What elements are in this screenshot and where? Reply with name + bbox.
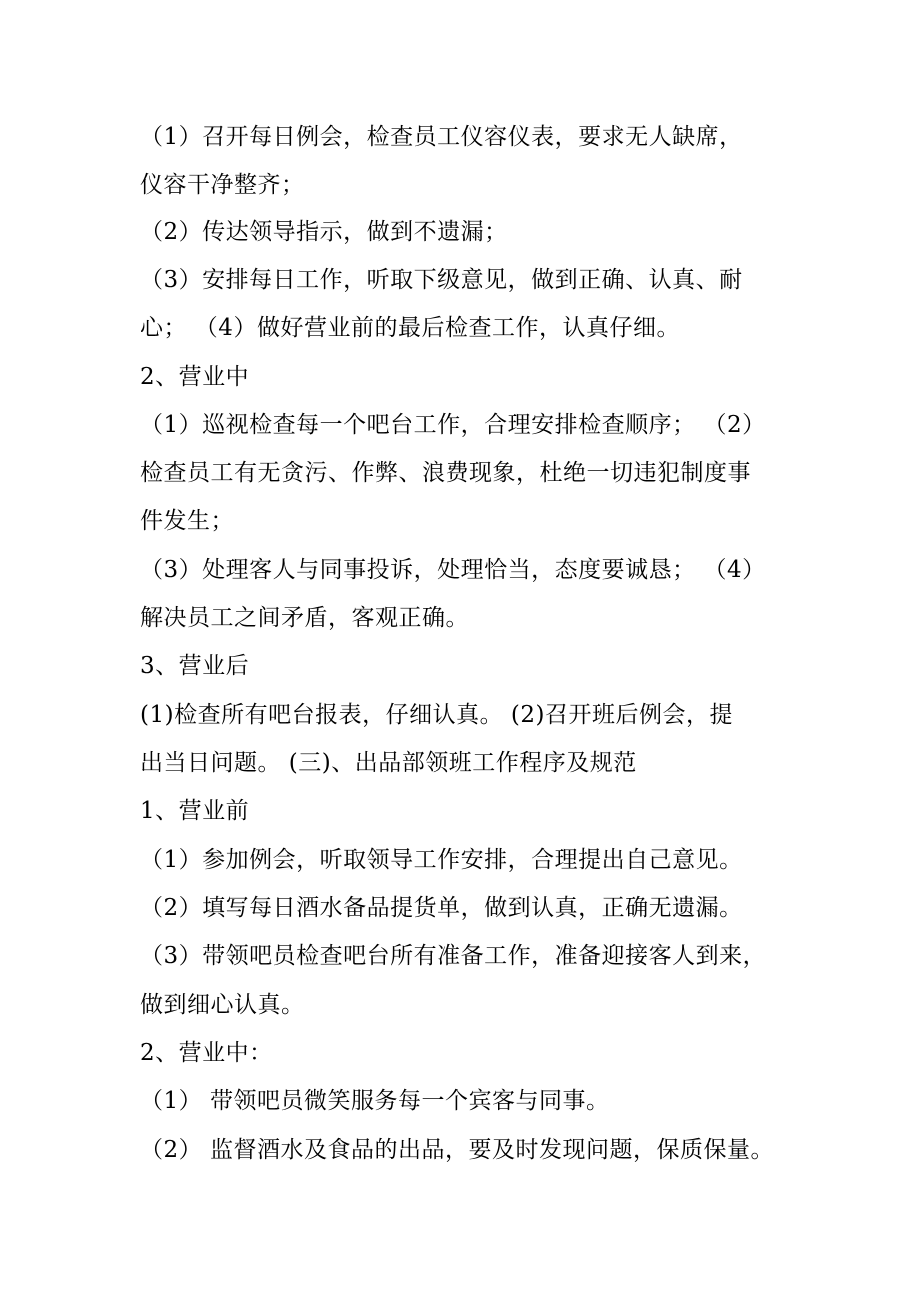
text-line: (1)检查所有吧台报表，仔细认真。 (2)召开班后例会，提 <box>140 702 733 728</box>
text-line: （1）巡视检查每一个吧台工作，合理安排检查顺序； （2） <box>140 412 766 438</box>
text-line: 解决员工之间矛盾，客观正确。 <box>140 605 469 631</box>
text-line: 仪容干净整齐； <box>140 172 305 198</box>
text-line: （3）安排每日工作，听取下级意见，做到正确、认真、耐 <box>140 267 743 293</box>
text-line: 件发生； <box>140 508 234 534</box>
text-line: 做到细心认真。 <box>140 992 305 1018</box>
text-line: （2）传达领导指示，做到不遗漏； <box>140 219 508 245</box>
text-line: （2） 监督酒水及食品的出品，要及时发现问题，保质保量。 <box>140 1137 774 1163</box>
text-line: 心； （4）做好营业前的最后检查工作，认真仔细。 <box>140 315 680 341</box>
text-line: （1） 带领吧员微笑服务每一个宾客与同事。 <box>140 1088 610 1114</box>
text-line: （3）带领吧员检查吧台所有准备工作，准备迎接客人到来， <box>140 943 767 969</box>
text-line: （1）召开每日例会，检查员工仪容仪表，要求无人缺席， <box>140 124 743 150</box>
section-heading: 2、营业中 <box>140 364 250 390</box>
text-line: （1）参加例会，听取领导工作安排，合理提出自己意见。 <box>140 847 743 873</box>
text-line: 出当日问题。 (三)、出品部领班工作程序及规范 <box>140 750 637 776</box>
text-line: 检查员工有无贪污、作弊、浪费现象，杜绝一切违犯制度事 <box>140 460 751 486</box>
section-heading: 3、营业后 <box>140 653 250 679</box>
section-heading: 2、营业中： <box>140 1040 273 1066</box>
text-line: （3）处理客人与同事投诉，处理恰当，态度要诚恳； （4） <box>140 557 766 583</box>
section-heading: 1、营业前 <box>140 798 250 824</box>
text-line: （2）填写每日酒水备品提货单，做到认真，正确无遗漏。 <box>140 895 743 921</box>
